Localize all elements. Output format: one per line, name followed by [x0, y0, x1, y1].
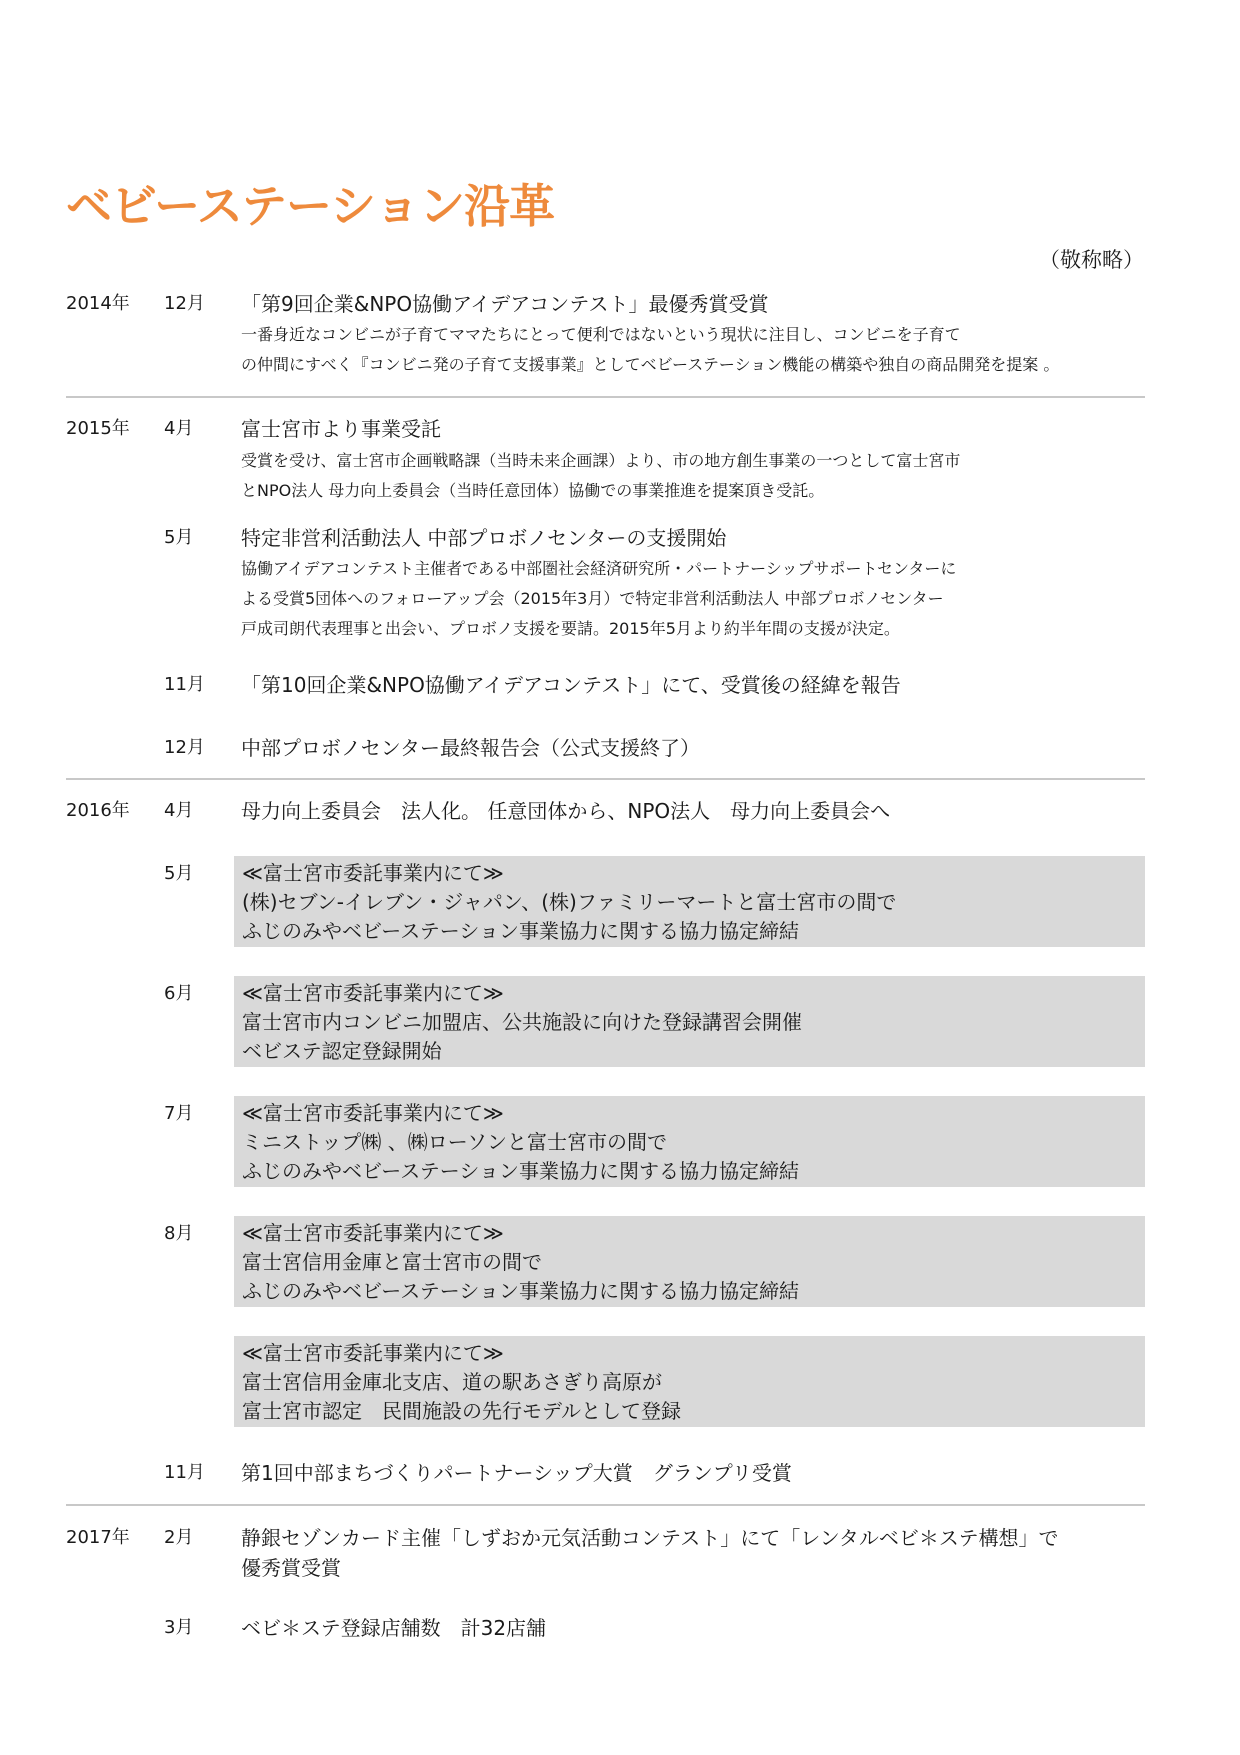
year-divider	[66, 396, 1145, 398]
honorific-note: （敬称略）	[1039, 248, 1144, 272]
event-description-line: 戸成司朗代表理事と出会い、プロボノ支援を要請。2015年5月より約半年間の支援が決定。	[241, 619, 900, 638]
event-heading: 静銀セゾンカード主催「しずおか元気活動コンテスト」にて「レンタルベビ＊ステ構想」で	[241, 1526, 1059, 1550]
box-line: ≪富士宮市委託事業内にて≫	[242, 981, 504, 1005]
event-description-line: 一番身近なコンビニが子育てママたちにとって便利ではないという現状に注目し、コンビニを子育て	[241, 325, 961, 344]
event-heading: 「第9回企業&NPO協働アイデアコンテスト」最優秀賞受賞	[241, 292, 769, 316]
month-label: 12月	[164, 737, 205, 758]
month-label: 7月	[164, 1103, 194, 1124]
box-line: ふじのみやベビーステーション事業協力に関する協力協定締結	[242, 919, 799, 943]
event-description-line: とNPO法人 母力向上委員会（当時任意団体）協働での事業推進を提案頂き受託。	[241, 481, 825, 500]
box-line: (株)セブン-イレブン・ジャパン、(株)ファミリーマートと富士宮市の間で	[242, 890, 897, 914]
month-label: 4月	[164, 800, 194, 821]
event-heading: ベビ＊ステ登録店舗数 計32店舗	[241, 1616, 547, 1640]
year-2016: 2016年	[66, 800, 130, 821]
box-line: ふじのみやベビーステーション事業協力に関する協力協定締結	[242, 1159, 799, 1183]
event-heading: 特定非営利活動法人 中部プロボノセンターの支援開始	[241, 526, 727, 550]
year-divider	[66, 1504, 1145, 1506]
event-heading: 母力向上委員会 法人化。 任意団体から、NPO法人 母力向上委員会へ	[241, 799, 891, 823]
month-label: 12月	[164, 293, 205, 314]
month-label: 11月	[164, 674, 205, 695]
event-description-line: 協働アイデアコンテスト主催者である中部圏社会経済研究所・パートナーシップサポートセンターに	[241, 559, 957, 578]
box-line: 富士宮市認定 民間施設の先行モデルとして登録	[242, 1399, 681, 1423]
box-line: 富士宮信用金庫北支店、道の駅あさぎり高原が	[242, 1370, 662, 1394]
box-line: ≪富士宮市委託事業内にて≫	[242, 1101, 504, 1125]
box-line: ミニストップ㈱ 、㈱ローソンと富士宮市の間で	[242, 1130, 667, 1154]
year-2014: 2014年	[66, 293, 130, 314]
box-line: ≪富士宮市委託事業内にて≫	[242, 861, 504, 885]
year-divider	[66, 778, 1145, 780]
month-label: 2月	[164, 1527, 194, 1548]
box-line: ≪富士宮市委託事業内にて≫	[242, 1341, 504, 1365]
event-heading-continued: 優秀賞受賞	[241, 1556, 341, 1580]
event-heading: 中部プロボノセンター最終報告会（公式支援終了）	[241, 736, 700, 760]
month-label: 8月	[164, 1223, 194, 1244]
box-line: ≪富士宮市委託事業内にて≫	[242, 1221, 504, 1245]
box-line: ふじのみやベビーステーション事業協力に関する協力協定締結	[242, 1279, 799, 1303]
month-label: 11月	[164, 1462, 205, 1483]
month-label: 4月	[164, 418, 194, 439]
event-heading: 「第10回企業&NPO協働アイデアコンテスト」にて、受賞後の経緯を報告	[241, 673, 901, 697]
year-2015: 2015年	[66, 418, 130, 439]
year-2017: 2017年	[66, 1527, 130, 1548]
event-heading: 富士宮市より事業受託	[241, 417, 441, 441]
month-label: 3月	[164, 1617, 194, 1638]
event-description-line: 受賞を受け、富士宮市企画戦略課（当時未来企画課）より、市の地方創生事業の一つとして富士宮市	[241, 451, 961, 470]
box-line: ベビステ認定登録開始	[242, 1039, 442, 1063]
month-label: 5月	[164, 863, 194, 884]
event-heading: 第1回中部まちづくりパートナーシップ大賞 グランプリ受賞	[241, 1461, 792, 1485]
event-description-line: よる受賞5団体へのフォローアップ会（2015年3月）で特定非営利活動法人 中部プロボノセンター	[241, 589, 944, 608]
box-line: 富士宮信用金庫と富士宮市の間で	[242, 1250, 542, 1274]
page-title: ベビーステーション沿革	[66, 179, 555, 233]
event-description-line: の仲間にすべく『コンビニ発の子育て支援事業』としてベビーステーション機能の構築や独自の商品開発を提案 。	[241, 355, 1060, 374]
box-line: 富士宮市内コンビニ加盟店、公共施設に向けた登録講習会開催	[242, 1010, 802, 1034]
month-label: 6月	[164, 983, 194, 1004]
month-label: 5月	[164, 527, 194, 548]
